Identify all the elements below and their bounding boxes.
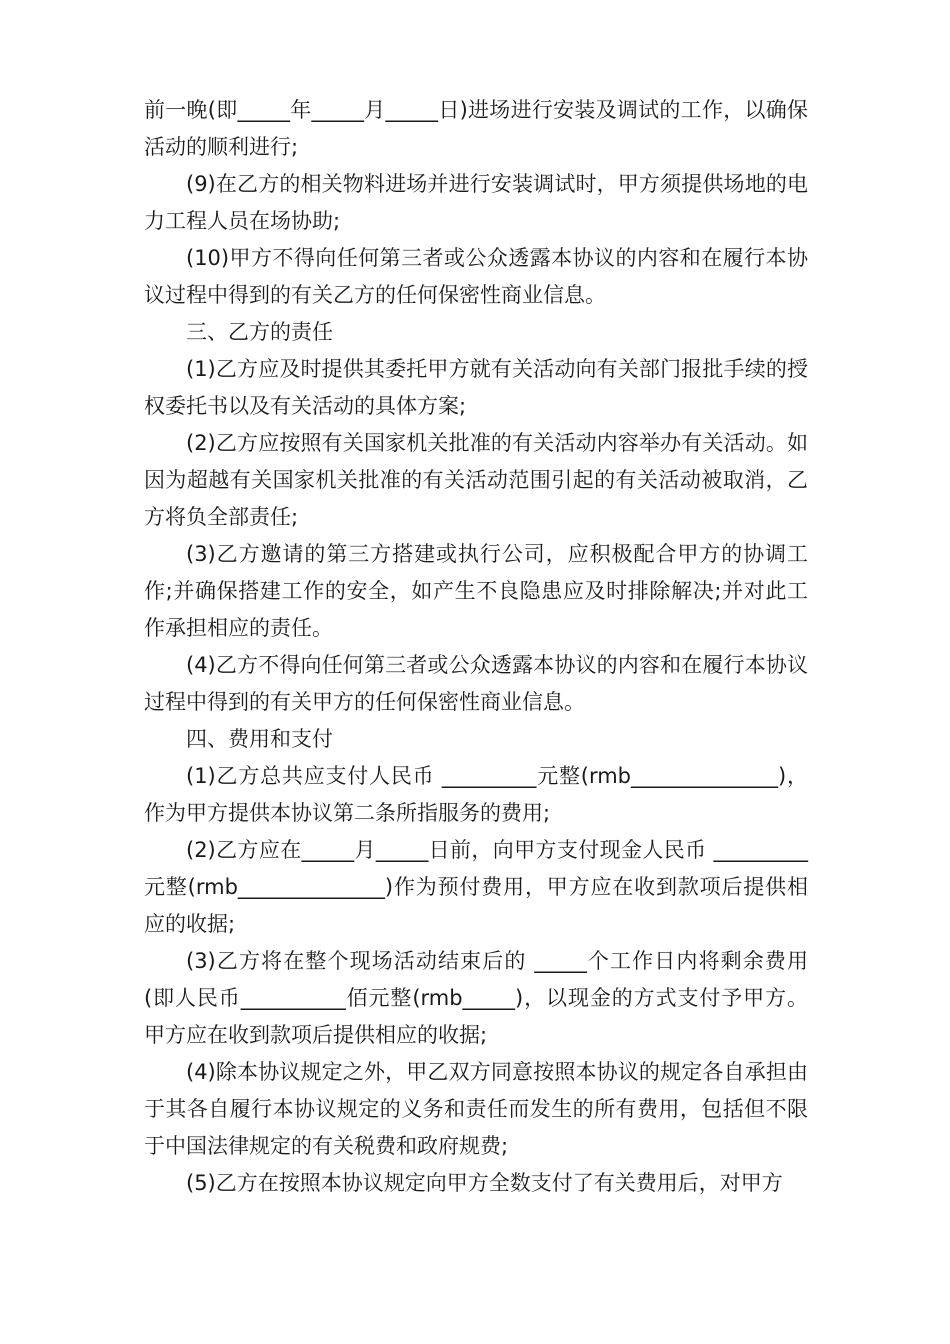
paragraph: (5)乙方在按照本协议规定向甲方全数支付了有关费用后，对甲方 [186, 1171, 783, 1195]
paragraph: (4)除本协议规定之外，甲乙双方同意按照本协议的规定各自承担由于其各自履行本协议规定的义务和责任而发生的所有费用，包括但不限于中国法律规定的有关税费和政府规费; [144, 1060, 808, 1158]
paragraph: (10)甲方不得向任何第三者或公众透露本协议的内容和在履行本协议过程中得到的有关乙方的任何保密性商业信息。 [144, 246, 808, 307]
section-heading: 三、乙方的责任 [186, 320, 333, 344]
paragraph: (4)乙方不得向任何第三者或公众透露本协议的内容和在履行本协议过程中得到的有关甲方的任何保密性商业信息。 [144, 653, 808, 714]
paragraph: (2)乙方应在_____月_____日前，向甲方支付现金人民币 _________元整(rmb______________)作为预付费用，甲方应在收到款项后提供相应的收据; [144, 838, 808, 936]
paragraph: (3)乙方邀请的第三方搭建或执行公司，应积极配合甲方的协调工作;并确保搭建工作的安全，如产生不良隐患应及时排除解决;并对此工作承担相应的责任。 [144, 542, 808, 640]
paragraph: (1)乙方应及时提供其委托甲方就有关活动向有关部门报批手续的授权委托书以及有关活动的具体方案; [144, 357, 808, 418]
paragraph: 前一晚(即_____年_____月_____日)进场进行安装及调试的工作，以确保活动的顺利进行; [144, 98, 808, 159]
paragraph: (9)在乙方的相关物料进场并进行安装调试时，甲方须提供场地的电力工程人员在场协助; [144, 172, 808, 233]
document-body [144, 92, 808, 1202]
paragraph: (3)乙方将在整个现场活动结束后的 _____个工作日内将剩余费用(即人民币__________佰元整(rmb_____)，以现金的方式支付予甲方。甲方应在收到款项后提供相应的收据; [144, 949, 808, 1047]
section-heading: 四、费用和支付 [186, 727, 333, 751]
paragraph: (1)乙方总共应支付人民币 _________元整(rmb______________)，作为甲方提供本协议第二条所指服务的费用; [144, 764, 808, 825]
paragraph: (2)乙方应按照有关国家机关批准的有关活动内容举办有关活动。如因为超越有关国家机关批准的有关活动范围引起的有关活动被取消，乙方将负全部责任; [144, 431, 808, 529]
